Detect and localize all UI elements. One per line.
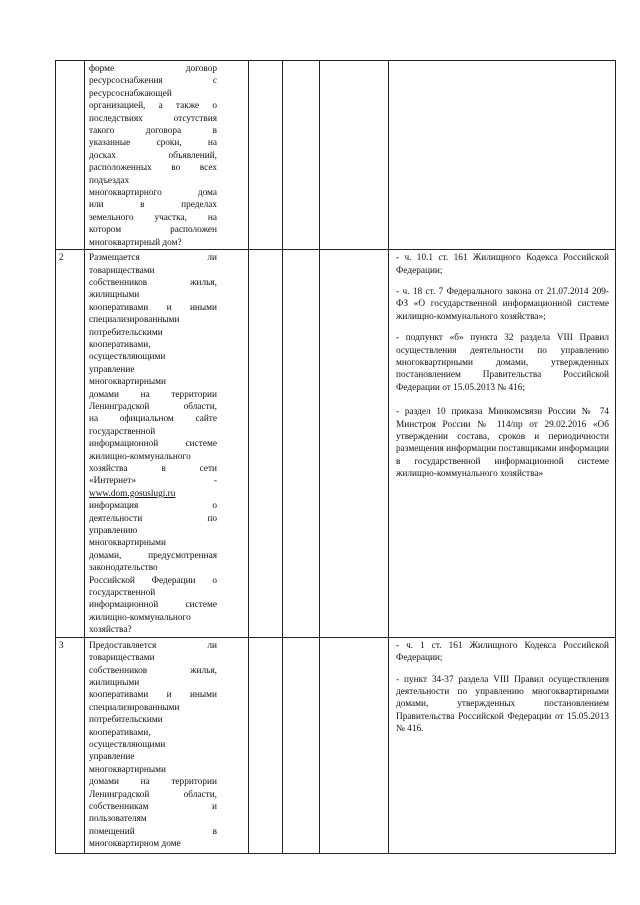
question-line: потребительскими bbox=[89, 715, 163, 726]
question-line: многоквартирный дом? bbox=[89, 237, 182, 248]
question-line: потребительскими bbox=[89, 327, 163, 338]
answer-no-cell bbox=[283, 637, 320, 853]
question-line: кооперативами и иными bbox=[89, 690, 217, 701]
question-line: жилищно-коммунального bbox=[89, 612, 191, 623]
question-line: собственников жилья, bbox=[89, 665, 217, 676]
question-line: деятельности по bbox=[89, 513, 217, 524]
not-applicable-cell bbox=[320, 61, 389, 250]
legal-reference-cell bbox=[389, 61, 616, 250]
legal-reference: - подпункт «б» пункта 32 раздела VIII Правил осуществления деятельности по управлению многоквартирными домами, утвержденных постановлением Правительства Российской Федерации от 15.05.2013 № 416; bbox=[396, 333, 609, 393]
table-row bbox=[56, 61, 616, 250]
question-line: кооперативами, bbox=[89, 339, 151, 350]
question-line: Размещается ли bbox=[89, 253, 217, 264]
question-line: жилищными bbox=[89, 677, 140, 688]
question-line: специализированными bbox=[89, 702, 180, 713]
legal-reference: - ч. 18 ст. 7 Федерального закона от 21.07.2014 209-ФЗ «О государственной информационной системе жилищно-коммунального хозяйства»; bbox=[396, 286, 609, 322]
question-line: собственникам и bbox=[89, 801, 217, 812]
question-line: специализированными bbox=[89, 315, 180, 326]
answer-yes-cell bbox=[249, 637, 283, 853]
question-line: хозяйства? bbox=[89, 625, 132, 636]
legal-reference-cell bbox=[389, 637, 616, 853]
legal-reference: - пункт 34-37 раздела VIII Правил осуществления деятельности по управлению многоквартирными домами, утвержденных постановлением Правительства Российской Федерации от 15.05.2013 № 416. bbox=[396, 674, 609, 735]
question-line: государственной bbox=[89, 426, 156, 437]
question-line: многоквартирными bbox=[89, 377, 166, 388]
question-line: жилищными bbox=[89, 290, 140, 301]
question-line: многоквартирном доме bbox=[89, 839, 181, 850]
not-applicable-cell bbox=[320, 637, 389, 853]
question-line: управление bbox=[89, 752, 135, 763]
legal-reference: - раздел 10 приказа Минкомсвязи России № 74 Минстроя России № 114/пр от 29.02.2016 «Об утверждении состава, сроков и периодичности размещения информации поставщиками информации в государственной информационной системе жилищно-коммунального хозяйства» bbox=[396, 407, 609, 480]
question-line: Предоставляется ли bbox=[89, 640, 217, 651]
legal-reference: - ч. 1 ст. 161 Жилищного Кодекса Российской Федерации; bbox=[396, 640, 609, 664]
question-line: на официальном сайте bbox=[89, 414, 217, 425]
question-line: домами, предусмотренная bbox=[89, 550, 217, 561]
question-line: товариществами bbox=[89, 265, 155, 276]
question-line: кооперативами и иными bbox=[89, 302, 217, 313]
question-line: «Интернет» - bbox=[89, 476, 217, 487]
question-line: ресурсоснабжающей bbox=[89, 88, 172, 99]
question-line: пользователям bbox=[89, 814, 147, 825]
question-line: форме договор bbox=[89, 64, 217, 74]
question-line: информационной системе bbox=[89, 439, 217, 450]
checklist-body bbox=[56, 61, 616, 854]
question-line: собственников жилья, bbox=[89, 277, 217, 288]
question-line: управлению bbox=[89, 526, 138, 537]
question-line: многоквартирными bbox=[89, 764, 166, 775]
question-line: указанные сроки, на bbox=[89, 138, 217, 149]
table-row bbox=[56, 250, 616, 638]
question-line: хозяйства в сети bbox=[89, 464, 217, 474]
question-line: домами на территории bbox=[89, 777, 217, 788]
row-number: 3 bbox=[56, 637, 85, 853]
question-line: Ленинградской области, bbox=[89, 789, 217, 800]
checklist-table bbox=[55, 60, 616, 854]
question-line: или в пределах bbox=[89, 200, 217, 211]
question-line: домами на территории bbox=[89, 389, 217, 400]
row-number bbox=[56, 61, 85, 250]
question-line: государственной bbox=[89, 588, 156, 599]
question-line: осуществляющими bbox=[89, 352, 166, 363]
question-cell bbox=[85, 637, 249, 853]
not-applicable-cell bbox=[320, 250, 389, 638]
question-line: жилищно-коммунального bbox=[89, 451, 191, 462]
answer-yes-cell bbox=[249, 250, 283, 638]
legal-reference-cell bbox=[389, 250, 616, 638]
question-line: управление bbox=[89, 364, 135, 375]
question-cell bbox=[85, 250, 249, 638]
question-cell bbox=[85, 61, 249, 250]
question-line: помещений в bbox=[89, 826, 217, 837]
legal-reference: - ч. 10.1 ст. 161 Жилищного Кодекса Российской Федерации; bbox=[396, 253, 609, 276]
question-line: досках объявлений, bbox=[89, 150, 217, 161]
question-line: расположенных во всех bbox=[89, 163, 217, 174]
question-line: многоквартирного дома bbox=[89, 188, 217, 199]
question-line: законодательство bbox=[89, 563, 158, 574]
question-line: товариществами bbox=[89, 653, 155, 664]
question-line: информация о bbox=[89, 501, 217, 512]
question-line: такого договора в bbox=[89, 126, 217, 137]
answer-no-cell bbox=[283, 250, 320, 638]
question-line: Ленинградской области, bbox=[89, 401, 217, 412]
question-line: последствиях отсутствия bbox=[89, 113, 217, 124]
website-link[interactable]: www.dom.gosuslugi.ru bbox=[89, 488, 176, 499]
row-number: 2 bbox=[56, 250, 85, 638]
question-line: многоквартирными bbox=[89, 538, 166, 549]
question-line: организацией, а также о bbox=[89, 101, 217, 112]
question-line: котором расположен bbox=[89, 225, 217, 236]
question-line: Российской Федерации о bbox=[89, 575, 217, 586]
question-line: информационной системе bbox=[89, 600, 217, 611]
answer-no-cell bbox=[283, 61, 320, 250]
table-row bbox=[56, 637, 616, 853]
question-line: кооперативами, bbox=[89, 727, 151, 738]
question-line: земельного участка, на bbox=[89, 212, 217, 223]
question-line: ресурсоснабжения с bbox=[89, 76, 217, 87]
answer-yes-cell bbox=[249, 61, 283, 250]
question-line: осуществляющими bbox=[89, 739, 166, 750]
question-line: подъездах bbox=[89, 175, 130, 186]
